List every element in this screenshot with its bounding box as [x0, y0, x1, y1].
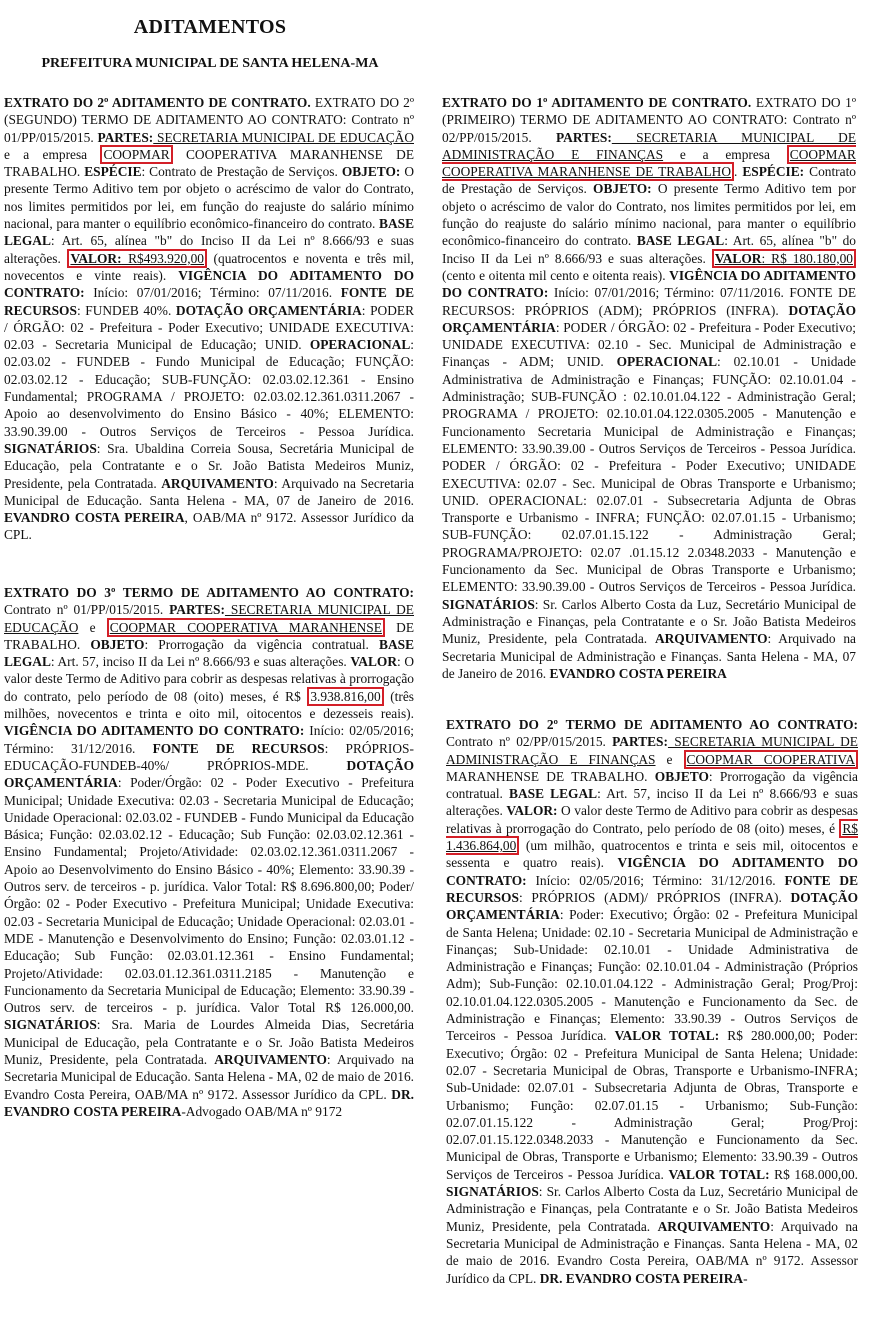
highlight-coopmar-cooperativa-maranhense: COOPMAR COOPERATIVA MARANHENSE DE TRABALHO: [442, 146, 856, 180]
extrato-3-aditamento-contrato-01: EXTRATO DO 3º TERMO DE ADITAMENTO AO CONTRATO: Contrato nº 01/PP/015/2015. PARTES: SECRETARIA MUNICIPAL DE EDUCAÇÃO e COOPMAR COOPERATIVA MARANHENSE DE TRABALHO. OBJETO: Prorrogação da vigência contratual. BASE LEGAL: Art. 57, inciso II da Lei nº 8.666/93 e suas alterações. VALOR: O valor deste Termo de Aditivo para cobrir as despesas relativas à prorrogação do contrato, pelo período de 08 (oito) meses, é R$ 3.938.816,00 (três milhões, novecentos e trinta e oito mil, oitocentos e dezesseis reais). VIGÊNCIA DO ADITAMENTO DO CONTRATO: Início: 02/05/2016; Término: 31/12/2016. FONTE DE RECURSOS: PRÓPRIOS-EDUCAÇÃO-FUNDEB-40%/ PRÓPRIOS-MDE. DOTAÇÃO ORÇAMENTÁRIA: Poder/Órgão: 02 - Poder Executivo - Prefeitura Municipal; Unidade Executiva: 02.03 - Secretaria Municipal de Educação; Unidade Operacional: 02.03.02 - FUNDEB - Fundo Municipal da Educação Básica; Função: 02.03.02.12 - Educação; Sub Função: 02.03.02.12.361 - Ensino Fundamental; Projeto/Atividade: 02.03.02.12.361.0311.2067 - Apoio ao Desenvolvimento do Ensino Básico - 40%; Elemento: 33.90.39 - Outros serv. de terceiros - p. jurídica. Valor Total: R$ 8.696.800,00; Poder/Órgão: 02 - Poder Executivo - Prefeitura Municipal; Unidade Executiva: 02.03 - Secretaria Municipal de Educação; Unidade Operacional: 02.03.01 - MDE - Manutenção e Desenvolvimento do Ensino; Função: 02.03.01.12 - Educação; Sub Função: 02.03.01.12.361 - Ensino Fundamental; Projeto/Atividade: 02.03.01.12.361.0311.2185 - Manutenção e Funcionamento da Secretaria Municipal de Educação; Elemento: 33.90.39 - Outros serv. de terceiros - p. jurídica. Valor Total R$ 126.000,00. SIGNATÁRIOS: Sra. Maria de Lourdes Almeida Dias, Secretária Municipal de Educação, pela Contratante e o Sr. João Batista Medeiros Muniz, Presidente, pela Contratada. ARQUIVAMENTO: Arquivado na Secretaria Municipal de Educação. Santa Helena - MA, 02 de maio de 2016. Evandro Costa Pereira, OAB/MA nº 9172. Assessor Jurídico da CPL. DR. EVANDRO COSTA PEREIRA-Advogado OAB/MA nº 9172: [4, 585, 414, 1119]
highlight-coopmar-cooperativa-2: COOPMAR COOPERATIVA: [684, 750, 859, 769]
highlight-coopmar: COOPMAR: [100, 145, 172, 164]
extrato-1-aditamento-contrato-02: EXTRATO DO 1º ADITAMENTO DE CONTRATO. EXTRATO DO 1º (PRIMEIRO) TERMO DE ADITAMENTO AO CONTRATO: Contrato nº 02/PP/015/2015. PARTES: SECRETARIA MUNICIPAL DE ADMINISTRAÇÃO E FINANÇAS e a empresa COOPMAR COOPERATIVA MARANHENSE DE TRABALHO . ESPÉCIE: Contrato de Prestação de Serviços. OBJETO: O presente Termo Aditivo tem por objeto o acréscimo de valor do Contrato, nos limites permitidos por lei, em função do reajuste do salário mínimo nacional, para manter o equilíbrio econômico-financeiro do contrato. BASE LEGAL: Art. 65, alínea "b" do Inciso II da Lei nº 8.666/93 e suas alterações. VALOR: R$ 180.180,00 (cento e oitenta mil cento e oitenta reais). VIGÊNCIA DO ADITAMENTO DO CONTRATO: Início: 07/01/2016; Término: 07/11/2016. FONTE DE RECURSOS: PRÓPRIOS (ADM); PRÓPRIOS (INFRA). DOTAÇÃO ORÇAMENTÁRIA: PODER / ÓRGÃO: 02 - Prefeitura - Poder Executivo; UNIDADE EXECUTIVA: 02.10 - Sec. Municipal de Administração e Finanças - ADM; UNID. OPERACIONAL: 02.10.01 - Unidade Administrativa de Administração e Finanças; FUNÇÃO: 02.10.01.04 - Administração; SUB-FUNÇÃO : 02.10.01.04.122 - Administração Geral; PROGRAMA / PROJETO: 02.10.01.04.122.0305.2005 - Manutenção e Funcionamento Secretaria Municipal de Administração e Finanças; ELEMENTO: 33.90.39.00 - Outros Serviços de Terceiros - Pessoa Jurídica. PODER / ÓRGÃO: 02 - Prefeitura - Poder Executivo; UNIDADE EXECUTIVA: 02.07 - Sec. Municipal de Obras Transporte e Urbanismo; UNID. OPERACIONAL: 02.07.01 - Subsecretaria Adjunta de Obras Transporte e Urbanismo - INFRA; FUNÇÃO: 02.07.01.15 - Urbanismo; SUB-FUNÇÃO: 02.07.01.15.122 - Administração Geral; PROGRAMA/PROJETO: 02.07 .01.15.12 2.0348.2033 - Manutenção e Funcionamento da Sec. Municipal de Obras Transporte e Urbanismo; ELEMENTO: 33.90.39.00 - Outros Serviços de Terceiros - Pessoa Jurídica. SIGNATÁRIOS: Sr. Carlos Alberto Costa da Luz, Secretário Municipal de Administração e Finanças, pela Contratante e o Sr. João Batista Medeiros Muniz, Presidente, pela Contratada. ARQUIVAMENTO: Arquivado na Secretaria Municipal de Administração e Finanças. Santa Helena - MA, 07 de Janeiro de 2016. EVANDRO COSTA PEREIRA: [442, 95, 856, 681]
highlight-valor-180180: VALOR: R$ 180.180,00: [712, 249, 856, 268]
extrato-2-termo-aditamento-contrato-02: EXTRATO DO 2º TERMO DE ADITAMENTO AO CONTRATO: Contrato nº 02/PP/015/2015. PARTES: SECRETARIA MUNICIPAL DE ADMINISTRAÇÃO E FINANÇAS e COOPMAR COOPERATIVA MARANHENSE DE TRABALHO. OBJETO: Prorrogação da vigência contratual. BASE LEGAL: Art. 57, inciso II da Lei nº 8.666/93 e suas alterações. VALOR: O valor deste Termo de Aditivo para cobrir as despesas relativas à prorrogação do Contrato, pelo período de 08 (oito) meses, é R$ 1.436.864,00 (um milhão, quatrocentos e trinta e seis mil, oitocentos e sessenta e quatro reais). VIGÊNCIA DO ADITAMENTO DO CONTRATO: Início: 02/05/2016; Término: 31/12/2016. FONTE DE RECURSOS: PRÓPRIOS (ADM)/ PRÓPRIOS (INFRA). DOTAÇÃO ORÇAMENTÁRIA: Poder: Executivo; Órgão: 02 - Prefeitura Municipal de Santa Helena; Unidade: 02.10 - Secretaria Municipal de Administração e Finanças; Sub-Unidade: 02.10.01 - Unidade Administrativa de Administração e Finanças; Função: 02.10.01.04 - Administração (Próprios Adm); Sub-Função: 02.10.01.04.122 - Administração Geral; Prog/Proj: 02.10.01.04.122.0305.2005 - Manutenção e Funcionamento da Sec. de Administração e Finanças; Elemento: 33.90.39 - Outros Serviços de Terceiros - Pessoa Jurídica. VALOR TOTAL: R$ 280.000,00; Poder: Executivo; Órgão: 02 - Prefeitura Municipal de Santa Helena; Unidade: 02.07 - Secretaria Municipal de Obras, Transporte e Urbanismo-INFRA; Sub-Unidade: 02.07.01 - Subsecretaria Adjunta de Obras, Transporte e Urbanismo; Função: 02.07.01.15 - Urbanismo; Sub-Função: 02.07.01.15.122 - Administração Geral; Prog/Proj: 02.07.01.15.122.0348.2033 - Manutenção e Funcionamento da Sec. Municipal de Obras, Transporte e Urbanismo; Elemento: 33.90.39 - Outros Serviços de Terceiros - Pessoa Jurídica. VALOR TOTAL: R$ 168.000,00. SIGNATÁRIOS: Sr. Carlos Alberto Costa da Luz, Secretário Municipal de Administração e Finanças, pela Contratante e o Sr. João Batista Medeiros Muniz, Presidente, pela Contratada. ARQUIVAMENTO: Arquivado na Secretaria Municipal de Administração e Finanças. Santa Helena - MA, 02 de maio de 2016. Evandro Costa Pereira, OAB/MA nº 9172. Assessor Jurídico da CPL. DR. EVANDRO COSTA PEREIRA-: [446, 717, 858, 1286]
highlight-valor-493920: VALOR: R$493.920,00: [67, 249, 207, 268]
page-subtitle: PREFEITURA MUNICIPAL DE SANTA HELENA-MA: [41, 56, 379, 71]
highlight-valor-1436864: R$ 1.436.864,00: [446, 820, 858, 854]
page-title: ADITAMENTOS: [133, 16, 287, 38]
highlight-coopmar-cooperativa: COOPMAR COOPERATIVA MARANHENSE: [107, 618, 385, 637]
extrato-2-aditamento-contrato-01: EXTRATO DO 2º ADITAMENTO DE CONTRATO. EXTRATO DO 2º (SEGUNDO) TERMO DE ADITAMENTO AO CONTRATO: Contrato nº 01/PP/015/2015. PARTES: SECRETARIA MUNICIPAL DE EDUCAÇÃO e a empresa COOPMAR COOPERATIVA MARANHENSE DE TRABALHO. ESPÉCIE: Contrato de Prestação de Serviços. OBJETO: O presente Termo Aditivo tem por objeto o acréscimo de valor do Contrato, nos limites permitidos por lei, em função do reajuste do salário mínimo nacional, para manter o equilíbrio econômico-financeiro do contrato. BASE LEGAL: Art. 65, alínea "b" do Inciso II da Lei nº 8.666/93 e suas alterações. VALOR: R$493.920,00 (quatrocentos e noventa e três mil, novecentos e vinte reais). VIGÊNCIA DO ADITAMENTO DO CONTRATO: Início: 07/01/2016; Término: 07/11/2016. FONTE DE RECURSOS: FUNDEB 40%. DOTAÇÃO ORÇAMENTÁRIA: PODER / ÓRGÃO: 02 - Prefeitura - Poder Executivo; UNIDADE EXECUTIVA: 02.03 - Secretaria Municipal de Educação; UNID. OPERACIONAL: 02.03.02 - FUNDEB - Fundo Municipal de Educação; FUNÇÃO: 02.03.02.12 - Educação; SUB-FUNÇÃO: 02.03.02.12.361 - Ensino Fundamental; PROGRAMA / PROJETO: 02.03.02.12.361.0311.2067 - Apoio ao desenvolvimento do Ensino Básico - 40%; ELEMENTO: 33.90.39.00 - Outros Serviços de Terceiros - Pessoa Jurídica. SIGNATÁRIOS: Sra. Ubaldina Correia Sousa, Secretária Municipal de Educação, pela Contratante e o Sr. João Batista Medeiros Muniz, Presidente, pela Contratada. ARQUIVAMENTO: Arquivado na Secretaria Municipal de Educação. Santa Helena - MA, 07 de Janeiro de 2016. EVANDRO COSTA PEREIRA, OAB/MA nº 9172. Assessor Jurídico da CPL.: [4, 95, 414, 543]
highlight-valor-3938816: 3.938.816,00: [307, 687, 383, 706]
